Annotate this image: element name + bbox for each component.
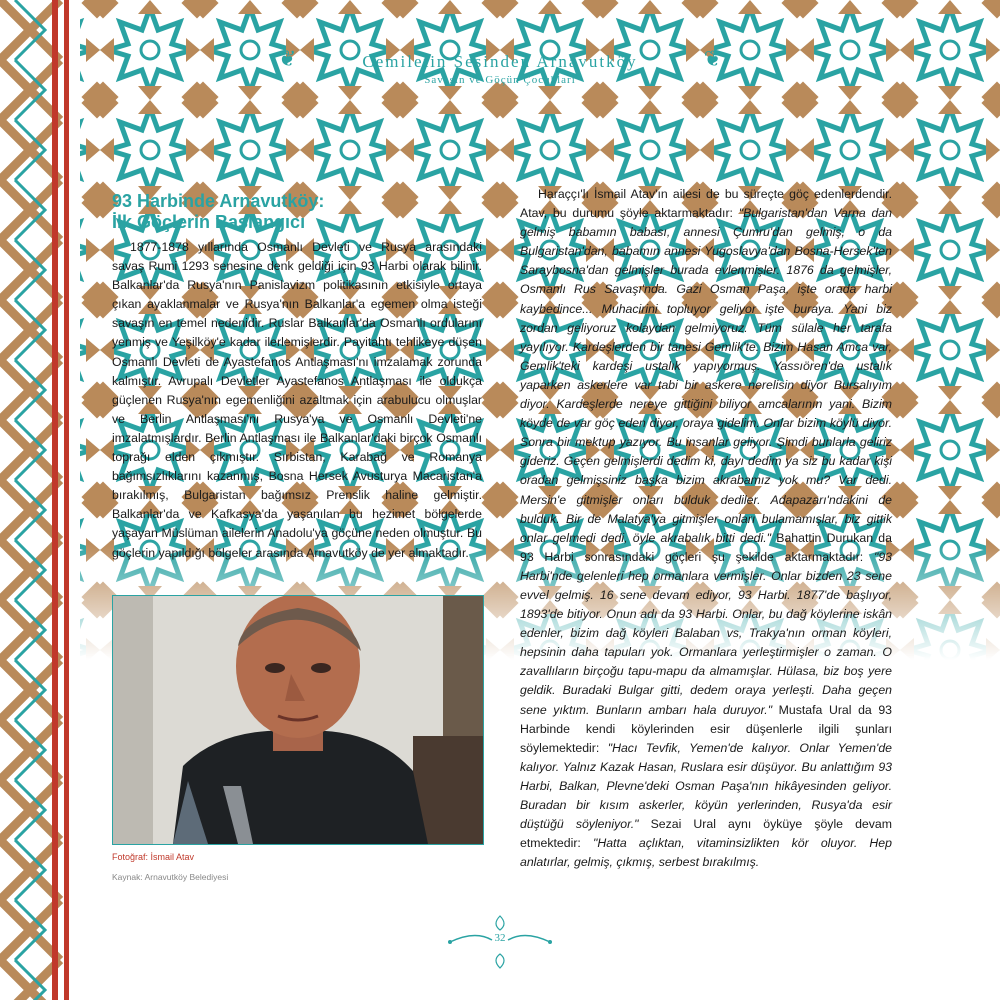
ural-intro: Mustafa Ural da 93 Harbinde kendi köylerinden esir düşenlerle ilgili şunları söylemektedir:: [520, 702, 892, 755]
header-title: Cemiletin Sesinden Arnavutköy: [362, 52, 638, 71]
right-column-text: [520, 185, 892, 872]
portrait-photo-illustration: [113, 596, 483, 844]
quote-bahattin-durukan: "93 Harbi'nde gelenleri hep ormanlara vermişler. Onlar bizden 23 sene evvel gelmiş. 16 sene devam ediyor, 93 Harbi. 1877'de başlıyor, 1893'de bitiyor. Onun adı da 93 Harbi. Onlar, bu dağ köylerine iskân edenler, bizim dağ köyleri Balaban vs, Trakya'nın orman köyleri, hepsinin daha tapuları yok. Ormanlara yerleştirmişler o zaman. O zavallıların birçoğu tapu-mapu da almamışlar. Hülasa, biz boş yere geldik. Buradaki Bulgar gitti, dedem oraya yerleşti. Daha geçen sene yıktım. Bunların ambarı hala duruyor.": [520, 549, 892, 717]
running-header: [270, 44, 730, 104]
section-heading: [112, 191, 372, 233]
right-column-body: [520, 185, 892, 872]
header-ornament-left-icon: ❦: [278, 46, 297, 71]
page-footer: [440, 912, 560, 972]
portrait-photo: [112, 595, 484, 845]
sezai-intro: Sezai Ural aynı öyküye şöyle devam etmektedir:: [520, 817, 892, 851]
left-column-text: [112, 238, 482, 563]
page-number: 32: [494, 932, 506, 944]
quote-mustafa-ural: "Hacı Tevfik, Yemen'de kalıyor. Onlar Yemen'de kalıyor. Yalnız Kazak Hasan, Ruslara esir düşüyor. Bu anlattığım 93 Harbi, Balkan, Plevne'deki Osman Paşa'nın hikâyesinden geliyor. Buradan bir kısım askerler, köyün yerlerinden, Rusya'da esir düştüğü söyleniyor.": [520, 740, 892, 832]
header-subtitle: Savaşın ve Göçün Çocukları: [424, 74, 576, 86]
photo-caption: Fotoğraf: İsmail Atav: [112, 852, 195, 862]
section-heading-line1: 93 Harbinde Arnavutköy:: [112, 191, 325, 211]
header-ornament-right-icon: ❦: [703, 46, 722, 71]
red-stripe-outer: [52, 0, 58, 1000]
photo-source: Kaynak: Arnavutköy Belediyesi: [112, 872, 229, 882]
intro-text: Haraççı'lı İsmail Atav'ın ailesi de bu süreçte göç edenlerdendir. Atav, bu durumu şöyle aktarmaktadır:: [520, 187, 892, 221]
left-column-paragraph: 1877-1878 yıllarında Osmanlı Devleti ve Rusya arasındaki savaş Rumi 1293 senesine denk geldiği için 93 Harbi olarak bilinir. Balkanlar'da Rusya'nın Panislavizm politikasının etkisiyle ortaya çıkan ayaklanmalar ve Rusya'nın Balkanlar'a egemen olma isteği savaşın en temel nedenidir. Ruslar Balkanlar'da Osmanlı ordularını yenmiş ve Yeşilköy'e kadar ilerlemişlerdir. Payitahtı tehlikeye düşen Osmanlı Devleti de Ayastefanos Antlaşması'nı imzalamak zorunda kalmıştır. Avrupalı Devletler Ayastefanos Antlaşması ile oldukça güçlenen Rusya'nın egemenliğini azaltmak için arabulucu olmuşlar ve Berlin Antlaşması'nı Rusya'ya ve Osmanlı Devleti'ne imzalatmışlardır. Berlin Antlaşması ile Balkanlar'daki birçok Osmanlı toprağı elden çıkmıştır. Sırbistan, Karabağ ve Romanya bağımsızlıklarını kazanmış, Bosna Hersek Avusturya Macaristan'a bırakılmış, Bulgaristan bağımsız Prenslik haline gelmiştir. Balkanlar'da ve Kafkasya'da yaşanılan bu hezimet bölgelerde yaşayan Müslüman ailelerin Anadolu'ya göçüne neden olmuştur. Bu göçlerin yapıldığı bölgeler arasında Arnavutköy de yer almaktadır.: [112, 240, 482, 560]
section-heading-line2: İlk Göçlerin Başlangıcı: [112, 212, 306, 232]
red-stripe-inner: [64, 0, 69, 1000]
quote-ismail-atav: "Bulgaristan'dan Varna dan gelmiş babamın babası, annesi Çumru'dan gelmiş, o da Bulgaristan'dan, babamın annesi Yugoslavya'dan Bosna-Hersek'ten Saraybosna'dan gelmişler burada evlenmişler. 1876 da gelmişler, Osmanlı Rus Savaşı'nda. Gazi Osman Paşa, işte orada harbi kaybedince... Muhacirini topluyor geliyor işte buraya. Yani biz zordan geliyoruz kolaydan gelmiyoruz. Tüm sülale her tarafa yayılıyor. Kardeşlerden bir tanesi Gemlik'te. Bizim Hasan Amca var, Gemlik'teki kardeşi ustalık yapıyormuş. Yassıören'de ustalık yaparken askerlere var tabi bir askere nerelisin diyor Bursalıyım diyor. Kardeşlerde nereye gittiğini biliyor amcalarının yani. Bizim köyde de var göç eden diyor, oraya gidelim. Onlar bizim köylü diyor. Sonra bir mektup yazıyor. Bu insanlar geliyor. Şimdi bunlarla geliriz gideriz. Geçen gelmişlerdi dedim ki, dayı dedim ya siz bu kadar kişi oradan gelmişsiniz başka bizim akrabamız yok mu? Var dedi. Mersin'e gitmişler onları bulduk dediler. Adapazarı'ndakini de bulduk. Bir de Malatya'ya gitmişler onları bulamamışlar, biz gittik onlar gelmedi dedi, öyle akrabalık bitti dedi.": [520, 206, 892, 545]
quote-sezai-ural: "Hatta açlıktan, vitaminsizlikten kör oluyor. Hep anlatırlar, gelmiş, çıkmış, serbest bırakılmış.: [520, 836, 892, 870]
durukan-intro: Bahattin Durukan da 93 Harbi sonrasındaki göçleri şu şekilde aktarmaktadır:: [520, 530, 892, 564]
